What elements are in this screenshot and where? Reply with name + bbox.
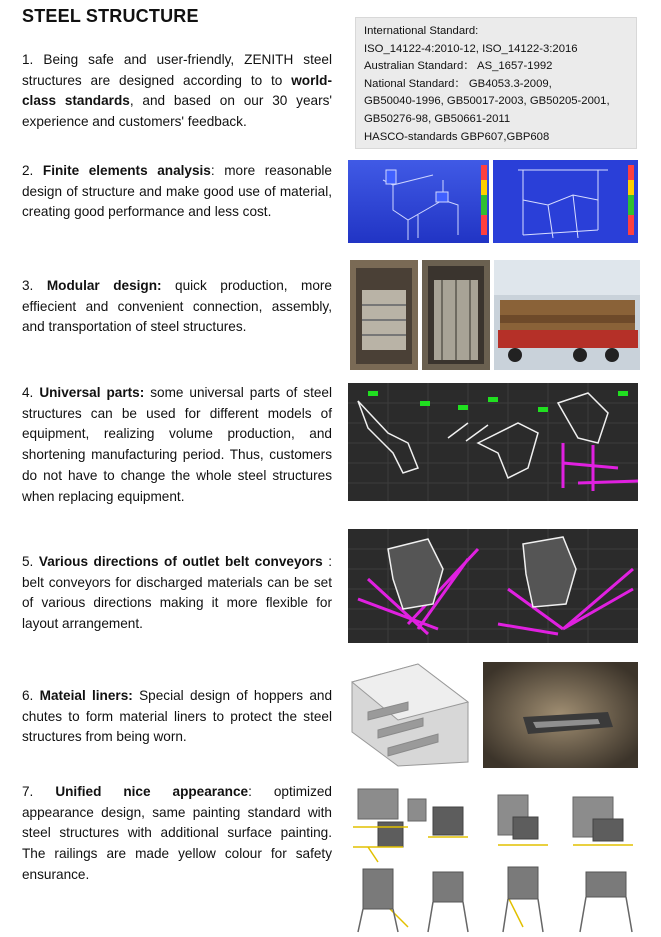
point-text: Special design of hoppers and chutes to form material liners to protect the steel structures from being worn.: [22, 688, 333, 745]
point-4: [22, 383, 332, 507]
material-liners-images: [348, 662, 638, 768]
point-1: [22, 50, 332, 133]
point-number: 4.: [22, 385, 34, 400]
fea-analysis-image: [348, 160, 638, 243]
standard-line: GB50276-98, GB50661-2011: [364, 112, 511, 125]
standard-line: GB50040-1996, GB50017-2003, GB50205-2001,: [364, 95, 610, 108]
standard-line: Australian Standard： AS_1657-1992: [364, 60, 553, 73]
point-number: 3.: [22, 278, 34, 293]
point-text: : belt conveyors for discharged materials can be set of various directions making it more flexible for layout arrangement.: [22, 554, 332, 632]
unified-appearance-renders: [348, 787, 640, 933]
point-text: quick production, more effiecient and convenient connection, assembly, and transportation of steel structures.: [22, 278, 332, 335]
point-bold: Finite elements analysis: [42, 163, 211, 178]
modular-design-photos: [350, 260, 640, 370]
point-number: 2.: [22, 163, 34, 178]
standard-line: National Standard： GB4053.3-2009,: [364, 77, 552, 90]
point-text: : more reasonable design of structure and make good use of material, creating good performance and less cost.: [22, 163, 332, 220]
point-bold: Mateial liners:: [39, 688, 133, 703]
point-bold: world-class standards: [22, 72, 332, 109]
point-6: [22, 686, 332, 748]
point-bold: Various directions of outlet belt conveyors: [38, 554, 323, 569]
point-text: some universal parts of steel structures can be used for different models of equipment, realizing volume production, and shortening manufacturing period. Thus, customers do not have to change the whole steel structures when replacing equipment.: [22, 385, 332, 504]
point-number: 1.: [22, 52, 34, 67]
point-text: : optimized appearance design, same painting standard with steel structures with additional surface painting. The railings are made yellow colour for safety ensurance.: [22, 784, 332, 882]
standard-line: HASCO-standards GBP607,GBP608: [364, 130, 550, 143]
standards-box: [355, 17, 637, 149]
page-title: STEEL STRUCTURE: [22, 6, 199, 26]
point-bold: Modular design:: [46, 278, 162, 293]
point-number: 7.: [22, 784, 34, 799]
point-bold: Unified nice appearance: [55, 784, 249, 799]
universal-parts-cad: [348, 383, 638, 501]
point-bold: Universal parts:: [39, 385, 145, 400]
point-5: [22, 552, 332, 635]
belt-conveyors-cad: [348, 529, 638, 643]
point-number: 5.: [22, 554, 34, 569]
standard-line: ISO_14122-4:2010-12, ISO_14122-3:2016: [364, 42, 578, 55]
standard-line: International Standard:: [364, 25, 479, 37]
point-number: 6.: [22, 688, 34, 703]
point-2: [22, 161, 332, 223]
point-text: , and based on our 30 years' experience and customers' feedback.: [22, 93, 332, 130]
point-7: [22, 782, 332, 886]
point-3: [22, 276, 332, 338]
point-text: Being safe and user-friendly, ZENITH steel structures are designed according to to: [22, 52, 332, 88]
